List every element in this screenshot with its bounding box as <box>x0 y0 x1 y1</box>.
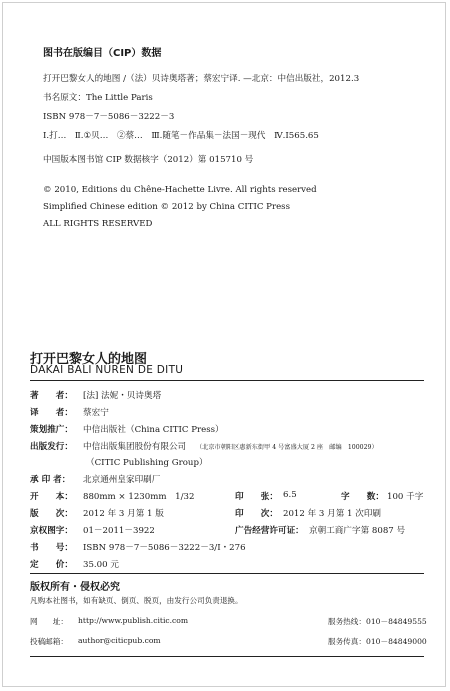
sheets-label: 印 张： <box>235 492 278 502</box>
book-title: 打开巴黎女人的地图 <box>30 352 148 367</box>
cip-original-title: 书名原文：The Little Paris <box>43 93 153 103</box>
contract-value: 01－2011－3922 <box>83 526 155 536</box>
copyright-notice-chinese-edition: Simplified Chinese edition © 2012 by China CITIC Press <box>43 202 290 212</box>
edition-label: 版 次： <box>30 509 73 519</box>
email-address[interactable]: author@citicpub.com <box>78 636 161 645</box>
translator-value: 蔡宏宁 <box>83 408 109 418</box>
price-label: 定 价： <box>30 560 73 570</box>
edition-value: 2012 年 3 月第 1 版 <box>83 509 164 519</box>
all-rights-reserved: ALL RIGHTS RESERVED <box>43 219 153 229</box>
return-policy-notice: 凡购本社图书，如有缺页、倒页、脱页，由发行公司负责退换。 <box>30 596 243 605</box>
words-label: 字 数： <box>341 492 384 502</box>
contract-label: 京权图字： <box>30 526 73 536</box>
copyright-notice-french: © 2010, Editions du Chêne-Hachette Livre. All rights reserved <box>43 185 317 195</box>
publisher-address: （北京市朝阳区惠新东街甲 4 号富盛大厦 2 座 邮编 100029） <box>196 444 378 451</box>
fax-label: 服务传真： <box>328 637 366 646</box>
fax-number: 010－84849000 <box>366 637 427 646</box>
cip-classification: Ⅰ.打… Ⅱ.①贝… ②蔡… Ⅲ.随笔－作品集－法国－现代 Ⅳ.I565.65 <box>43 131 319 141</box>
hotline-number: 010－84849555 <box>366 617 427 626</box>
footer-divider <box>30 656 424 657</box>
publisher-label: 出版发行： <box>30 442 73 452</box>
info-divider <box>30 573 424 574</box>
publisher-value: 中信出版集团股份有限公司 <box>83 442 187 452</box>
rights-heading: 版权所有・侵权必究 <box>30 582 120 593</box>
impression-value: 2012 年 3 月第 1 次印刷 <box>283 509 382 519</box>
printer-value: 北京通州皇家印刷厂 <box>83 475 161 485</box>
email-label: 投稿邮箱： <box>30 637 68 646</box>
publisher-english: （CITIC Publishing Group） <box>86 458 208 468</box>
printer-label: 承 印 者： <box>30 475 71 485</box>
isbn-value: ISBN 978－7－5086－3222－3/I・276 <box>83 543 246 553</box>
planner-label: 策划推广： <box>30 425 73 435</box>
cip-record-number: 中国版本图书馆 CIP 数据核字（2012）第 015710 号 <box>43 155 254 165</box>
book-title-pinyin: DAKAI BALI NÜREN DE DITU <box>30 364 184 376</box>
sheets-value: 6.5 <box>283 490 297 500</box>
title-divider <box>30 380 424 381</box>
author-label: 著 者： <box>30 391 73 401</box>
isbn-label: 书 号： <box>30 543 73 553</box>
website-url[interactable]: http://www.publish.citic.com <box>78 616 189 625</box>
price-value: 35.00 元 <box>83 560 119 570</box>
planner-value: 中信出版社（China CITIC Press） <box>83 425 224 435</box>
translator-label: 译 者： <box>30 408 73 418</box>
ad-license-label: 广告经营许可证： <box>235 526 304 536</box>
cip-isbn: ISBN 978－7－5086－3222－3 <box>43 112 175 122</box>
hotline-label: 服务热线： <box>328 617 366 626</box>
format-value: 880mm × 1230mm 1/32 <box>83 492 195 502</box>
impression-label: 印 次： <box>235 509 278 519</box>
website-label: 网 址： <box>30 617 68 626</box>
words-value: 100 千字 <box>387 492 424 502</box>
ad-license-value: 京朝工商广字第 8087 号 <box>309 526 406 536</box>
cip-heading: 图书在版编目（CIP）数据 <box>43 48 162 59</box>
author-value: [法] 法妮・贝诗奥塔 <box>83 391 162 401</box>
cip-citation: 打开巴黎女人的地图 /（法）贝诗奥塔著；蔡宏宁译. —北京：中信出版社，2012.3 <box>43 74 360 84</box>
format-label: 开 本： <box>30 492 73 502</box>
